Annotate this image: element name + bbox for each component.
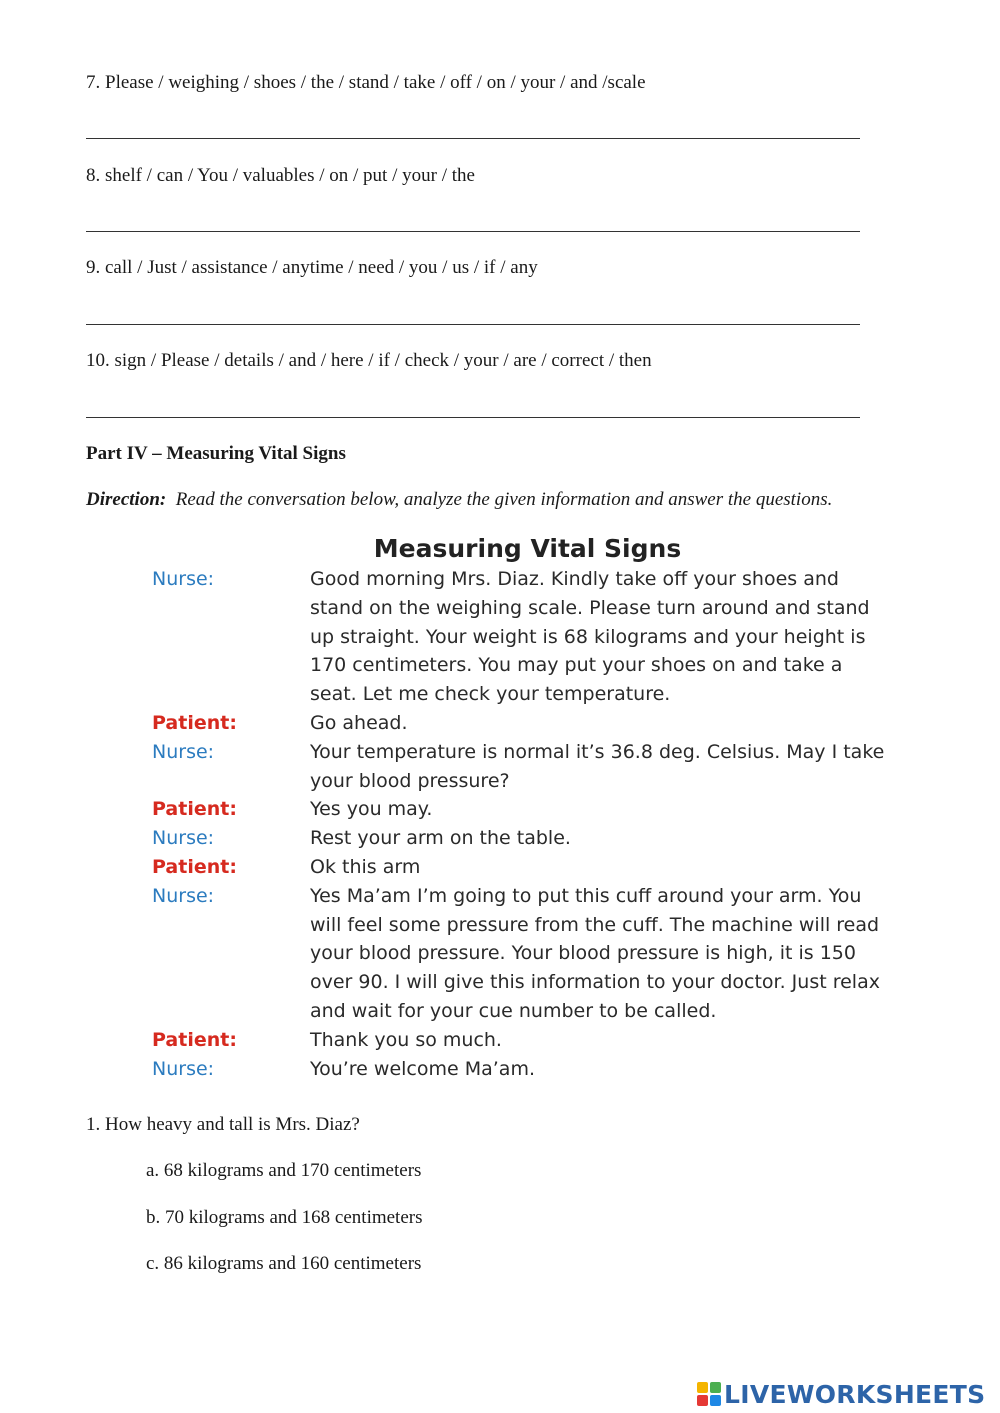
question-7: 7. Please / weighing / shoes / the / stand / take / off / on / your / and /scale [86, 72, 646, 93]
conversation-turn [152, 795, 892, 824]
speech-text: Thank you so much. [310, 1028, 502, 1051]
direction-text: Read the conversation below, analyze the given information and answer the questions. [175, 489, 833, 510]
conversation-turn [152, 1055, 892, 1084]
part-title: Part IV – Measuring Vital Signs [86, 443, 346, 464]
speaker-label: Nurse: [152, 740, 215, 763]
speaker-label: Patient: [152, 798, 237, 821]
speech-text: Good morning Mrs. Diaz. Kindly take off your shoes and stand on the weighing scale. Please turn around and stand up straight. Your weight is 68 kilograms and your height is 170 centimeters. You may put your shoes on and take a seat. Let me check your temperature. [310, 568, 870, 706]
conversation-turn [152, 709, 892, 738]
option-a[interactable]: a. 68 kilograms and 170 centimeters [146, 1160, 422, 1181]
conversation-turn [152, 853, 892, 882]
conversation-turn [152, 1026, 892, 1055]
answer-line-8[interactable] [86, 231, 860, 232]
conversation-turn [152, 738, 892, 796]
speech-text: Yes Ma’am I’m going to put this cuff around your arm. You will feel some pressure from the cuff. The machine will read your blood pressure. Your blood pressure is high, it is 150 over 90. I will give this information to your doctor. Just relax and wait for your cue number to be called. [310, 884, 880, 1022]
speech-text: Ok this arm [310, 855, 421, 878]
speech-text: Rest your arm on the table. [310, 827, 571, 850]
answer-line-10[interactable] [86, 417, 860, 418]
question-9: 9. call / Just / assistance / anytime / need / you / us / if / any [86, 257, 538, 278]
answer-line-9[interactable] [86, 324, 860, 325]
conversation-turn [152, 882, 892, 1026]
conversation-title: Measuring Vital Signs [373, 534, 682, 563]
speaker-label: Patient: [152, 711, 237, 734]
direction [86, 489, 832, 511]
speech-text: Go ahead. [310, 711, 408, 734]
question-8: 8. shelf / can / You / valuables / on / put / your / the [86, 165, 475, 186]
speaker-label: Nurse: [152, 884, 215, 907]
speaker-label: Patient: [152, 855, 237, 878]
quiz-question: 1. How heavy and tall is Mrs. Diaz? [86, 1114, 360, 1135]
option-b[interactable]: b. 70 kilograms and 168 centimeters [146, 1207, 423, 1228]
conversation [152, 565, 892, 1083]
speech-text: You’re welcome Ma’am. [310, 1057, 535, 1080]
speech-text: Your temperature is normal it’s 36.8 deg. Celsius. May I take your blood pressure? [310, 740, 885, 792]
speech-text: Yes you may. [310, 798, 433, 821]
logo-text: LIVEWORKSHEETS [724, 1379, 986, 1409]
direction-label: Direction: [86, 489, 167, 510]
question-10: 10. sign / Please / details / and / here / if / check / your / are / correct / then [86, 350, 652, 371]
answer-line-7[interactable] [86, 138, 860, 139]
conversation-turn [152, 565, 892, 709]
liveworksheets-logo-icon [697, 1382, 721, 1406]
speaker-label: Nurse: [152, 1057, 215, 1080]
speaker-label: Nurse: [152, 568, 215, 590]
speaker-label: Nurse: [152, 827, 215, 850]
conversation-turn [152, 824, 892, 853]
option-c[interactable]: c. 86 kilograms and 160 centimeters [146, 1253, 422, 1274]
speaker-label: Patient: [152, 1028, 237, 1051]
liveworksheets-logo[interactable] [697, 1378, 985, 1410]
